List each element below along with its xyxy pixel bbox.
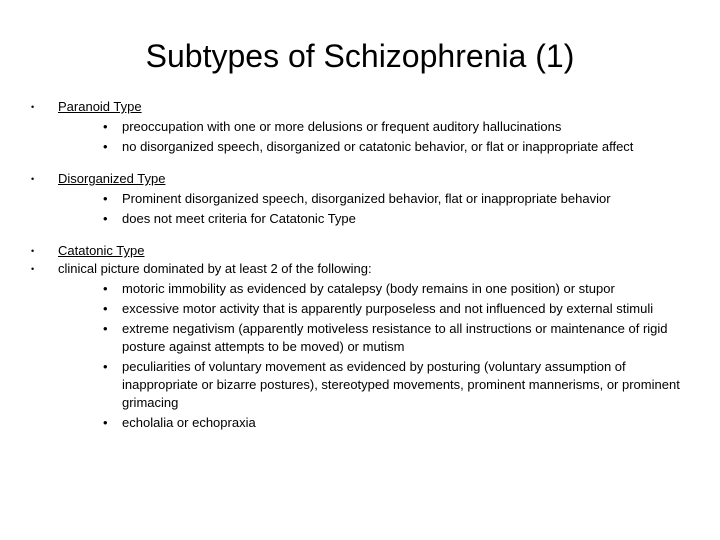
section-catatonic [0, 242, 720, 260]
sub-bullet-icon: • [103, 321, 108, 336]
sub-bullet-text: extreme negativism (apparently motiveless resistance to all instructions or maintenance of rigid posture against attempts to be moved) or mutism [122, 321, 668, 354]
sub-bullet-text: does not meet criteria for Catatonic Type [122, 211, 356, 226]
sub-bullet-item [103, 358, 688, 412]
sub-bullet-icon: • [103, 281, 108, 296]
section-heading: Disorganized Type [58, 171, 166, 186]
sub-bullet-item [103, 190, 688, 208]
sub-bullet-item [103, 320, 688, 356]
section-intro [0, 260, 720, 278]
sub-bullet-text: no disorganized speech, disorganized or catatonic behavior, or flat or inappropriate affect [122, 139, 634, 154]
sub-bullet-item [103, 280, 688, 298]
sub-bullet-icon: • [103, 211, 108, 226]
section-heading: Paranoid Type [58, 99, 142, 114]
section-intro-text: clinical picture dominated by at least 2 of the following: [58, 261, 372, 276]
sub-bullet-icon: • [103, 359, 108, 374]
sub-bullet-text: echolalia or echopraxia [122, 415, 256, 430]
sub-bullet-item [103, 138, 688, 156]
sub-bullet-text: preoccupation with one or more delusions or frequent auditory hallucinations [122, 119, 562, 134]
sub-bullet-item [103, 118, 688, 136]
sub-bullet-icon: • [103, 301, 108, 316]
sub-bullet-text: excessive motor activity that is apparently purposeless and not influenced by external stimuli [122, 301, 654, 316]
bullet-icon: • [31, 174, 35, 184]
bullet-icon: • [31, 264, 35, 274]
bullet-icon: • [31, 246, 35, 256]
slide-title: Subtypes of Schizophrenia (1) [145, 38, 575, 74]
sub-bullet-text: motoric immobility as evidenced by catalepsy (body remains in one position) or stupor [122, 281, 615, 296]
sub-bullet-item [103, 300, 688, 318]
section-heading: Catatonic Type [58, 243, 145, 258]
section-disorganized [0, 170, 720, 188]
section-paranoid [0, 98, 720, 116]
bullet-icon: • [31, 102, 35, 112]
sub-bullet-item [103, 414, 688, 432]
slide-body [0, 98, 720, 432]
sub-bullet-icon: • [103, 139, 108, 154]
sub-bullet-icon: • [103, 415, 108, 430]
sub-bullet-item [103, 210, 688, 228]
sub-bullet-icon: • [103, 119, 108, 134]
sub-bullet-text: peculiarities of voluntary movement as evidenced by posturing (voluntary assumption of inappropriate or bizarre postures), stereotyped movements, prominent mannerisms, or prominent grimacing [122, 359, 680, 410]
sub-bullet-icon: • [103, 191, 108, 206]
sub-bullet-text: Prominent disorganized speech, disorganized behavior, flat or inappropriate behavior [122, 191, 611, 206]
